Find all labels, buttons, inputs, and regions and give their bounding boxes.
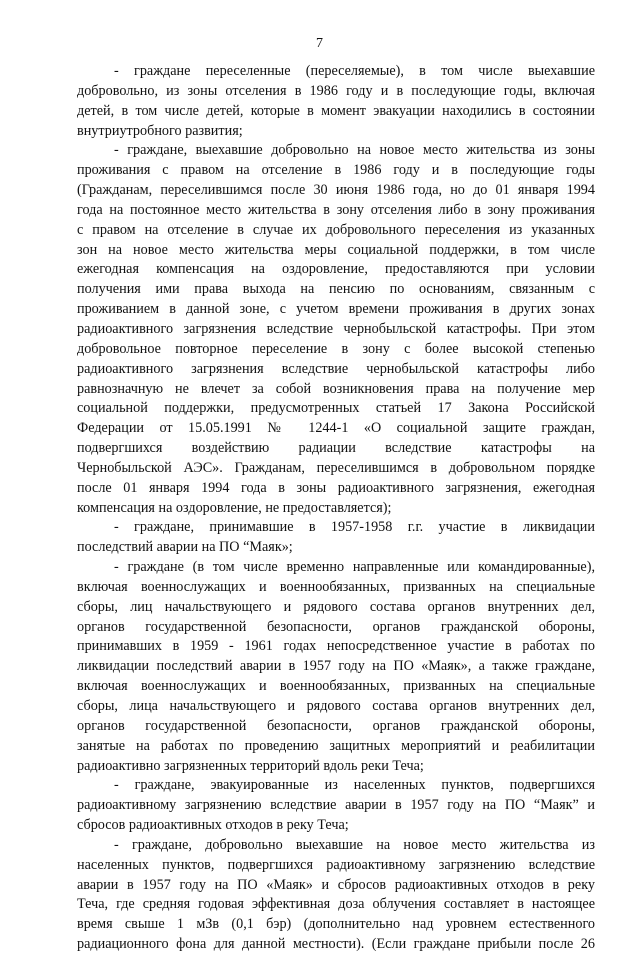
- text-line: года на постоянное место жительства в зону отселения либо в зону проживания: [77, 201, 595, 218]
- text-line: - граждане, принимавшие в 1957-1958 г.г. участие в ликвидации: [114, 519, 595, 536]
- text-line: радиоактивному загрязнению вследствие аварии в 1957 году на ПО “Маяк” и: [77, 797, 595, 814]
- text-line: Чернобыльской АЭС». Гражданам, переселившимся в добровольном порядке: [77, 459, 595, 476]
- text-line: ежегодная компенсация на оздоровление, предоставляются при условии: [77, 261, 595, 278]
- text-line: органов государственной безопасности, органов гражданской обороны,: [77, 717, 595, 734]
- text-line: проживания с правом на отселение в 1986 году и в последующие годы: [77, 162, 595, 179]
- text-line: органов государственной безопасности, органов гражданской обороны,: [77, 618, 595, 635]
- text-line: после 01 января 1994 года в зоны радиоактивного загрязнения, ежегодная: [77, 479, 595, 496]
- text-line: детей, в том числе детей, которые в момент эвакуации находились в состоянии: [77, 102, 595, 119]
- text-line: с правом на отселение в случае их добровольного переселения из указанных: [77, 221, 595, 238]
- text-line: - граждане, выехавшие добровольно на новое место жительства из зоны: [114, 142, 595, 159]
- text-line: Теча, где средняя годовая эффективная доза облучения составляет в настоящее: [77, 896, 595, 913]
- text-line: радиоактивного загрязнения вследствие чернобыльской катастрофы. При этом: [77, 320, 595, 337]
- text-line: зон на новое место жительства меры социальной поддержки, в том числе: [77, 241, 595, 258]
- text-line: сборы, лиц начальствующего и рядового состава органов внутренних дел,: [77, 598, 595, 615]
- text-line: радиоактивно загрязненных территорий вдоль реки Теча;: [77, 757, 424, 774]
- text-line: населенных пунктов, подвергшихся радиоактивному загрязнению вследствие: [77, 856, 595, 873]
- text-line: подвергшихся воздействию радиации вследствие катастрофы на: [77, 440, 595, 457]
- text-line: сбросов радиоактивных отходов в реку Теча;: [77, 817, 349, 834]
- text-line: сборы, лица начальствующего и рядового состава органов внутренних дел,: [77, 698, 595, 714]
- text-line: добровольное повторное переселение в зону с более высокой степенью: [77, 340, 595, 357]
- text-line: аварии в 1957 году на ПО «Маяк» и сбросов радиоактивных отходов в реку: [77, 876, 595, 893]
- text-line: компенсация на оздоровление, не предоставляется);: [77, 499, 392, 516]
- text-line: - граждане, добровольно выехавшие на новое место жительства из: [114, 836, 595, 853]
- text-line: последствий аварии на ПО “Маяк»;: [77, 539, 293, 556]
- text-line: включая военнослужащих и военнообязанных, призванных на специальные: [77, 678, 595, 695]
- body-text: [77, 62, 595, 955]
- text-line: занятые на работах по проведению защитных мероприятий и реабилитации: [77, 737, 595, 754]
- text-line: внутриутробного развития;: [77, 122, 243, 139]
- page-number: 7: [316, 36, 323, 51]
- text-line: - граждане (в том числе временно направленные или командированные),: [114, 559, 595, 576]
- text-line: проживанием в данной зоне, с учетом времени проживания в других зонах: [77, 301, 595, 318]
- text-line: включая военнослужащих и военнообязанных, призванных на специальные: [77, 578, 595, 595]
- text-line: добровольно, из зоны отселения в 1986 году и в последующие годы, включая: [77, 82, 595, 99]
- text-line: (Гражданам, переселившимся после 30 июня 1986 года, но до 01 января 1994: [77, 182, 595, 199]
- text-line: социальной поддержки, предусмотренных статьей 17 Закона Российской: [77, 400, 595, 417]
- text-line: ликвидации последствий аварии в 1957 году на ПО «Маяк», а также граждане,: [77, 658, 595, 675]
- text-line: получения ими права выхода на пенсию по основаниям, связанным с: [77, 281, 595, 298]
- text-line: равнозначную не влечет за собой возникновения права на получение мер: [77, 380, 595, 397]
- text-line: радиоактивного загрязнения вследствие чернобыльской катастрофы либо: [77, 360, 595, 377]
- text-line: Федерации от 15.05.1991 № 1244-1 «О социальной защите граждан,: [77, 420, 595, 437]
- text-line: - граждане, эвакуированные из населенных пунктов, подвергшихся: [114, 777, 595, 794]
- text-line: радиационного фона для данной местности). (Если граждане прибыли после 26: [77, 936, 595, 953]
- text-line: время свыше 1 мЗв (0,1 бэр) (дополнительно над уровнем естественного: [77, 916, 595, 933]
- text-line: принимавших в 1959 - 1961 годах непосредственное участие в работах по: [77, 638, 595, 655]
- text-line: - граждане переселенные (переселяемые), в том числе выехавшие: [114, 63, 595, 79]
